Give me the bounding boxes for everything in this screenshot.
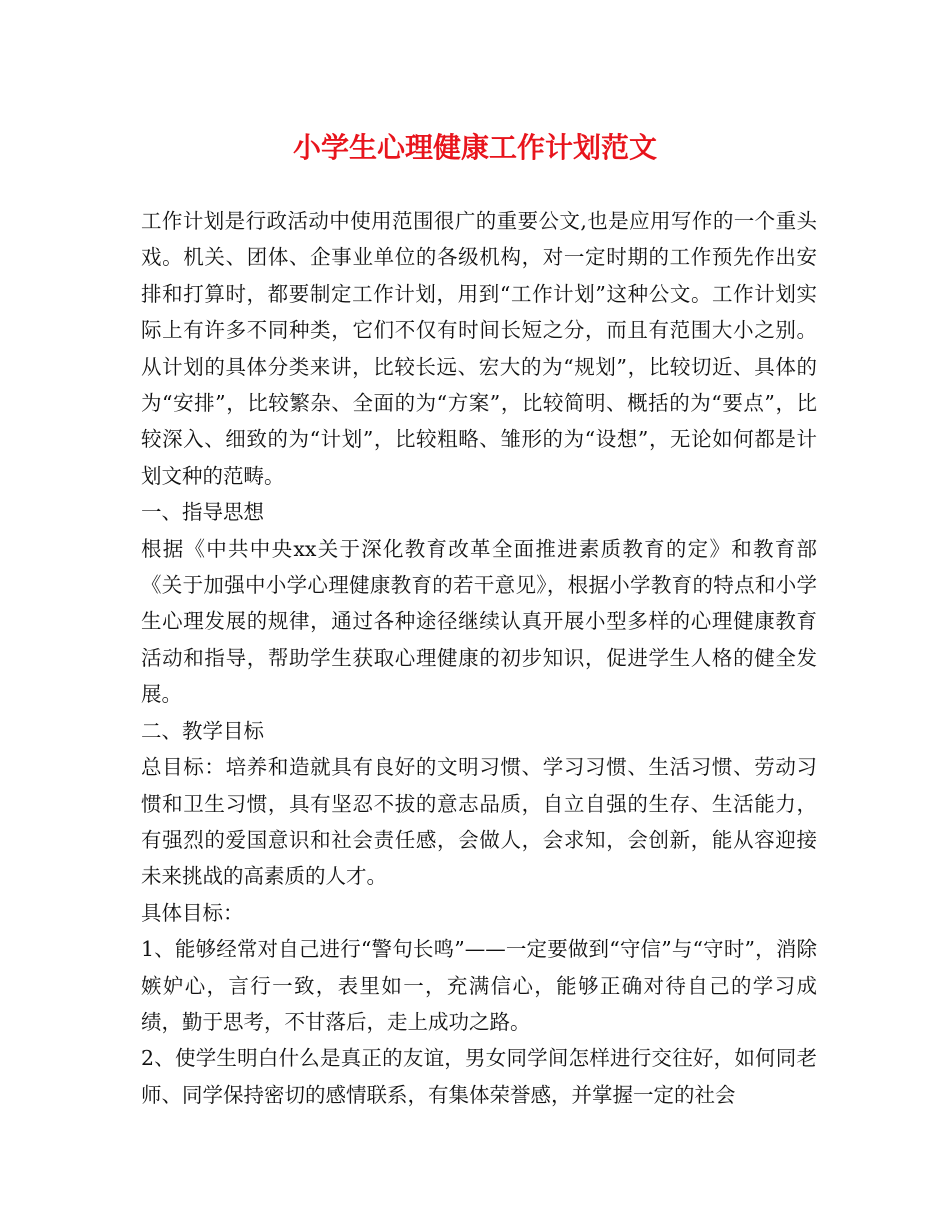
section-heading-teaching-goals: 二、教学目标 <box>141 718 264 743</box>
intro-paragraph: 工作计划是行政活动中使用范围很广的重要公文,也是应用写作的一个重头戏。机关、团体、企事业单位的各级机构，对一定时期的工作预先作出安排和打算时，都要制定工作计划，用到“工作计划”这种公文。工作计划实际上有许多不同种类，它们不仅有时间长短之分，而且有范围大小之别。从计划的具体分类来讲，比较长远、宏大的为“规划”，比较切近、具体的为“安排”，比较繁杂、全面的为“方案”，比较简明、概括的为“要点”，比较深入、细致的为“计划”，比较粗略、雏形的为“设想”，无论如何都是计划文种的范畴。 <box>141 209 817 488</box>
specific-goal-item-1: 1、能够经常对自己进行“警句长鸣”——一定要做到“守信”与“守时”，消除嫉妒心，言行一致，表里如一，充满信心，能够正确对待自己的学习成绩，勤于思考，不甘落后，走上成功之路。 <box>141 937 817 1034</box>
overall-goal-paragraph: 总目标：培养和造就具有良好的文明习惯、学习习惯、生活习惯、劳动习惯和卫生习惯，具有坚忍不拔的意志品质，自立自强的生存、生活能力，有强烈的爱国意识和社会责任感，会做人，会求知，会创新，能从容迎接未来挑战的高素质的人才。 <box>141 755 817 889</box>
document-title: 小学生心理健康工作计划范文 <box>292 131 657 164</box>
specific-goals-heading: 具体目标： <box>141 900 244 925</box>
document-body <box>141 203 817 1113</box>
specific-goal-item-2: 2、使学生明白什么是真正的友谊，男女同学间怎样进行交往好，如何同老师、同学保持密切的感情联系，有集体荣誉感，并掌握一定的社会 <box>141 1046 817 1107</box>
guiding-thought-paragraph: 根据《中共中央xx关于深化教育改革全面推进素质教育的定》和教育部《关于加强中小学心理健康教育的若干意见》，根据小学教育的特点和小学生心理发展的规律，通过各种途径继续认真开展小型多样的心理健康教育活动和指导，帮助学生获取心理健康的初步知识，促进学生人格的健全发展。 <box>141 536 817 707</box>
section-heading-guiding-thought: 一、指导思想 <box>141 500 264 525</box>
